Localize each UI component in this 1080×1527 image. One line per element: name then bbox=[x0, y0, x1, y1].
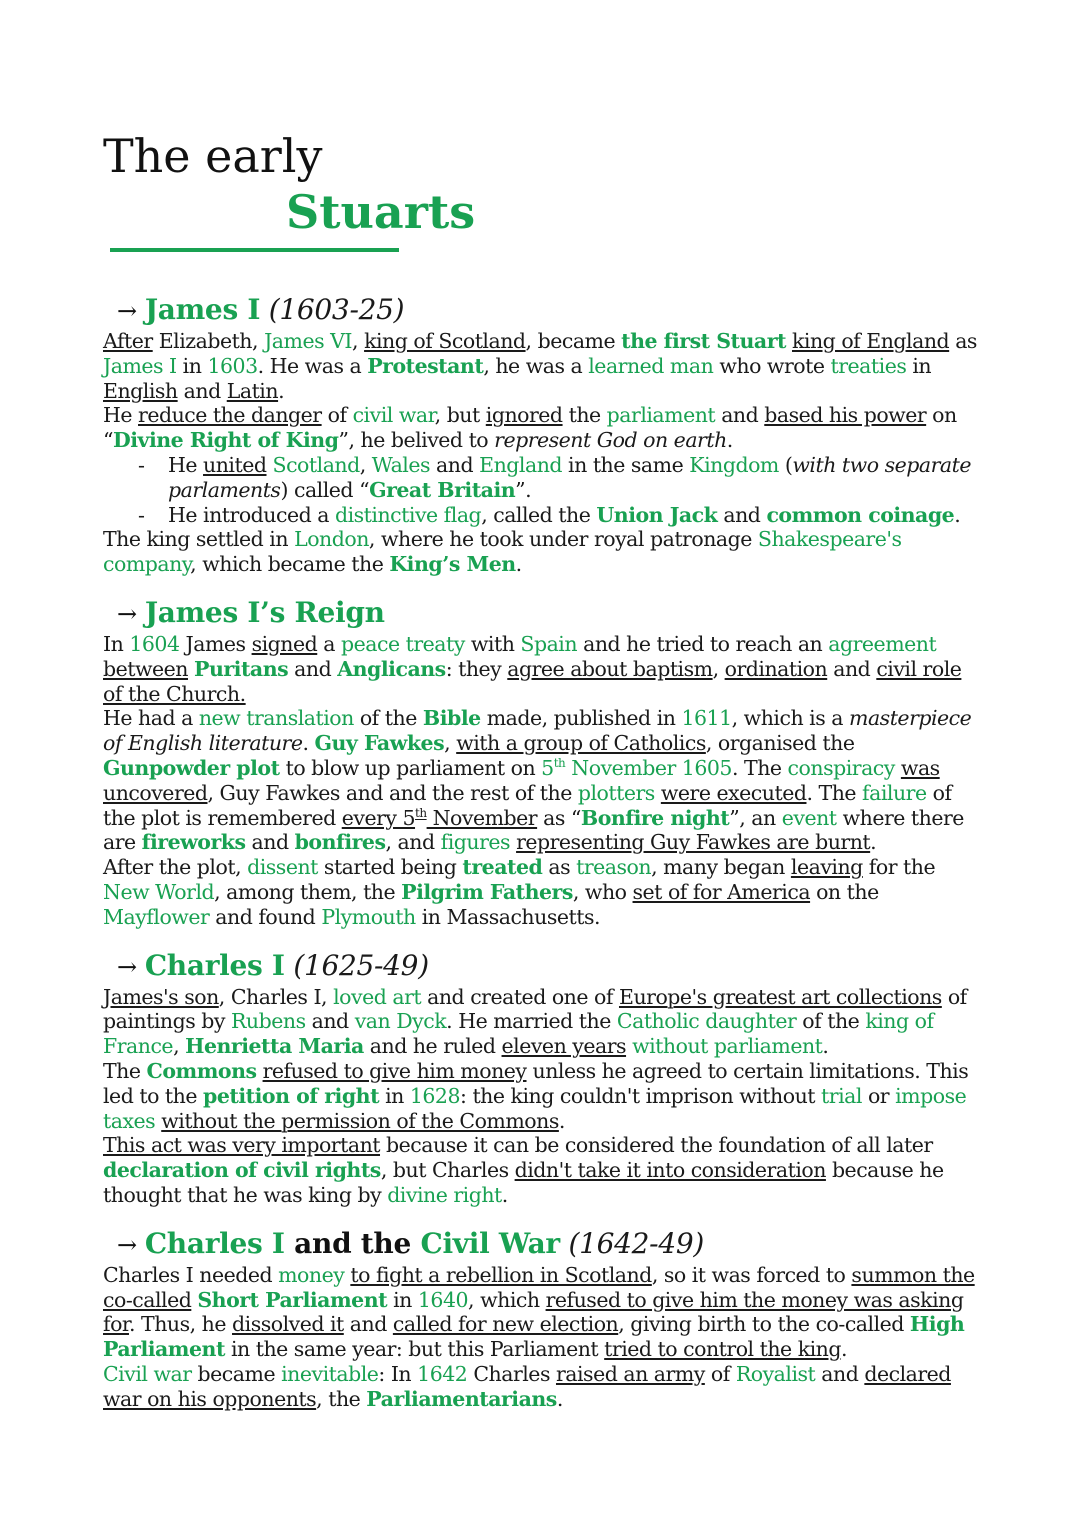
text-run: leaving bbox=[790, 855, 863, 880]
text-run: and he tried to reach an bbox=[577, 631, 829, 656]
bullet-item bbox=[103, 503, 983, 528]
text-run: , who bbox=[572, 879, 633, 904]
text-run: , and bbox=[385, 830, 441, 855]
text-run: with bbox=[464, 631, 521, 656]
text-run: He introduced a bbox=[168, 502, 335, 527]
text-run: set of for America bbox=[632, 879, 811, 904]
text-run: . bbox=[870, 830, 877, 855]
text-run: unless he agreed to certain limitations. This led to the bbox=[103, 1058, 969, 1108]
text-run: , many began bbox=[651, 855, 791, 880]
text-run: New World bbox=[103, 879, 215, 904]
paragraph bbox=[103, 1059, 983, 1133]
text-run: of bbox=[704, 1361, 736, 1386]
text-run: , where he took under royal patronage bbox=[368, 527, 758, 552]
text-run: tried to control the king bbox=[604, 1337, 842, 1362]
arrow-right-icon: → bbox=[117, 297, 137, 325]
text-run: , he was a bbox=[483, 353, 589, 378]
section-heading bbox=[103, 595, 983, 632]
text-run: raised an army bbox=[555, 1361, 705, 1386]
text-run: . Thus, he bbox=[128, 1312, 233, 1337]
text-run: Henrietta Maria bbox=[185, 1034, 364, 1059]
text-run: 1611 bbox=[681, 706, 732, 731]
text-run: without the permission of the Commons bbox=[161, 1108, 559, 1133]
text-run: and he ruled bbox=[363, 1034, 502, 1059]
text-run: on the bbox=[810, 879, 879, 904]
text-run: Bible bbox=[422, 706, 481, 731]
text-run: Divine Right of King bbox=[112, 428, 339, 453]
text-run: started being bbox=[317, 855, 463, 880]
text-run: reduce the danger bbox=[138, 403, 322, 428]
text-run: ) called “ bbox=[280, 477, 370, 502]
bullet-dash: - bbox=[138, 452, 145, 477]
text-run: King’s Men bbox=[389, 552, 516, 577]
text-run: Charles bbox=[467, 1361, 556, 1386]
text-run: After bbox=[103, 329, 153, 353]
section-james-i-reign bbox=[103, 595, 983, 930]
text-run: learned man bbox=[588, 353, 714, 378]
text-run: James's son bbox=[103, 984, 219, 1009]
arrow-right-icon: → bbox=[117, 952, 137, 981]
section-james-i bbox=[103, 292, 983, 577]
text-run: plotters bbox=[577, 780, 655, 805]
text-run: James VI bbox=[264, 329, 353, 353]
text-run: , so it was forced to bbox=[651, 1262, 852, 1287]
text-run: Wales bbox=[371, 452, 431, 477]
text-run: and bbox=[717, 502, 767, 527]
heading-dates: (1625-49) bbox=[284, 948, 429, 982]
text-run: . He was a bbox=[257, 353, 368, 378]
text-run: Charles I needed bbox=[103, 1262, 279, 1287]
text-run: summon the co-called bbox=[103, 1262, 975, 1312]
text-run: signed bbox=[251, 631, 318, 656]
text-run: and bbox=[245, 830, 295, 855]
text-run: the first Stuart bbox=[621, 329, 786, 353]
text-run: parliament bbox=[606, 403, 716, 428]
text-run: 5 bbox=[541, 755, 554, 780]
text-run: as bbox=[949, 329, 977, 353]
title-line-1: The early bbox=[103, 129, 323, 183]
paragraph bbox=[103, 706, 983, 855]
text-run: He bbox=[168, 452, 204, 477]
text-run: distinctive flag bbox=[334, 502, 482, 527]
text-run: Great Britain bbox=[369, 477, 516, 502]
text-run: The king settled in bbox=[103, 527, 295, 552]
text-run: civil war bbox=[352, 403, 435, 428]
text-run: ”. bbox=[515, 477, 532, 502]
text-run: Europe's greatest art collections bbox=[618, 984, 942, 1009]
text-run: treason bbox=[576, 855, 652, 880]
text-run: , became bbox=[525, 329, 622, 353]
arrow-right-icon: → bbox=[117, 1230, 137, 1259]
title-line-2: Stuarts bbox=[286, 185, 476, 239]
text-run: between bbox=[103, 656, 189, 681]
text-run: . He married the bbox=[446, 1009, 617, 1034]
text-run: James bbox=[179, 631, 252, 656]
text-run: and bbox=[288, 656, 338, 681]
text-run: Gunpowder plot bbox=[103, 755, 280, 780]
text-run: failure bbox=[862, 780, 927, 805]
text-run: , called the bbox=[481, 502, 597, 527]
text-run: High Parliament bbox=[103, 1312, 965, 1362]
text-run: treaties bbox=[830, 353, 907, 378]
text-run: a bbox=[317, 631, 342, 656]
text-run: th bbox=[415, 805, 427, 820]
text-run: in bbox=[176, 353, 208, 378]
section-heading bbox=[103, 1226, 983, 1263]
text-run: divine right bbox=[387, 1182, 502, 1207]
text-run: represent God on earth bbox=[494, 428, 727, 453]
text-run: in bbox=[387, 1287, 418, 1312]
paragraph bbox=[103, 527, 983, 577]
text-run: , but Charles bbox=[380, 1158, 515, 1183]
heading-dates: (1603-25) bbox=[260, 293, 405, 326]
text-run: Guy Fawkes bbox=[314, 731, 445, 756]
text-run: of paintings by bbox=[103, 984, 967, 1034]
text-run: , which is a bbox=[731, 706, 850, 731]
text-run: and found bbox=[209, 904, 322, 929]
paragraph bbox=[103, 1362, 983, 1412]
text-run: , which bbox=[468, 1287, 546, 1312]
text-run: 1642 bbox=[417, 1361, 468, 1386]
text-run: , but bbox=[434, 403, 486, 428]
text-run: as “ bbox=[537, 805, 581, 830]
text-run: agreement bbox=[828, 631, 937, 656]
text-run: and bbox=[430, 452, 480, 477]
text-run: English bbox=[103, 378, 178, 403]
text-run: Parliamentarians bbox=[366, 1386, 557, 1411]
text-run: , bbox=[352, 329, 365, 353]
heading-name: Charles I bbox=[144, 948, 285, 982]
text-run: in bbox=[906, 353, 932, 378]
text-run: , Guy Fawkes and and the rest of the bbox=[207, 780, 578, 805]
text-run: bonfires bbox=[294, 830, 386, 855]
text-run: as bbox=[542, 855, 577, 880]
text-run: Puritans bbox=[194, 656, 289, 681]
text-run: Shakespeare's company bbox=[103, 527, 902, 577]
text-run: in Massachusetts. bbox=[415, 904, 601, 929]
heading-name: James I’s Reign bbox=[144, 595, 385, 629]
text-run: figures bbox=[440, 830, 511, 855]
text-run: The bbox=[103, 1058, 147, 1083]
text-run: : they bbox=[445, 656, 508, 681]
text-run: king of France bbox=[103, 1009, 934, 1059]
text-run: masterpiece of English literature bbox=[103, 706, 972, 756]
text-run: Scotland bbox=[272, 452, 360, 477]
text-run: , which became the bbox=[190, 552, 390, 577]
text-run: . bbox=[841, 1337, 848, 1362]
text-run: with a group of Catholics bbox=[456, 731, 706, 756]
text-run: dissent bbox=[247, 855, 318, 880]
section-heading bbox=[103, 292, 983, 329]
text-run: because he thought that he was king by bbox=[103, 1158, 944, 1207]
text-run: because it can be considered the foundation of all later bbox=[380, 1133, 933, 1158]
text-run: became bbox=[191, 1361, 282, 1386]
text-run: Commons bbox=[146, 1058, 257, 1083]
text-run: Civil war bbox=[103, 1361, 192, 1386]
text-run: Union Jack bbox=[596, 502, 718, 527]
bullet-item bbox=[103, 453, 983, 503]
text-run: impose taxes bbox=[103, 1083, 967, 1133]
text-run: , the bbox=[316, 1386, 367, 1411]
text-run: This act was very important bbox=[103, 1133, 381, 1158]
text-run: civil role of the Church. bbox=[103, 656, 962, 706]
text-run: based his power bbox=[764, 403, 927, 428]
text-run: . bbox=[556, 1386, 563, 1411]
section-charles-i-civil-war bbox=[103, 1226, 983, 1412]
text-run: th bbox=[553, 756, 566, 771]
text-run: Mayflower bbox=[103, 904, 210, 929]
text-run: representing Guy Fawkes are burnt bbox=[516, 830, 871, 855]
text-run: who wrote bbox=[713, 353, 831, 378]
text-run: and bbox=[815, 1361, 865, 1386]
text-run: peace treaty bbox=[341, 631, 465, 656]
text-run: were executed bbox=[660, 780, 807, 805]
text-run: James I bbox=[103, 353, 177, 378]
title-underline-rule bbox=[110, 248, 399, 252]
text-run: 1603 bbox=[207, 353, 258, 378]
section-heading bbox=[103, 948, 983, 985]
text-run: , giving birth to the co-called bbox=[618, 1312, 910, 1337]
text-run: Short Parliament bbox=[197, 1287, 388, 1312]
text-run: 1628 bbox=[409, 1083, 461, 1108]
text-run: , bbox=[712, 656, 725, 681]
text-run: on “ bbox=[103, 403, 957, 453]
text-run: and bbox=[177, 378, 227, 403]
text-run: of the bbox=[353, 706, 423, 731]
text-run: Pilgrim Fathers bbox=[401, 879, 573, 904]
text-run: . bbox=[501, 1182, 508, 1207]
text-run: . bbox=[726, 428, 733, 453]
paragraph bbox=[103, 329, 983, 403]
text-run: Spain bbox=[520, 631, 578, 656]
text-run: ”, he belived to bbox=[338, 428, 495, 453]
paragraph bbox=[103, 403, 983, 453]
text-run: new translation bbox=[198, 706, 354, 731]
text-run: November bbox=[426, 805, 538, 830]
text-run: Kingdom bbox=[689, 452, 779, 477]
text-run: In bbox=[103, 631, 130, 656]
text-run: to fight a rebellion in Scotland bbox=[350, 1262, 652, 1287]
text-run: and bbox=[827, 656, 877, 681]
text-run: king of England bbox=[792, 329, 950, 353]
text-run: Elizabeth, bbox=[152, 329, 265, 353]
text-run: in the same bbox=[562, 452, 690, 477]
paragraph bbox=[103, 1133, 983, 1207]
text-run: ignored bbox=[485, 403, 563, 428]
text-run: , bbox=[359, 452, 372, 477]
text-run: . bbox=[302, 731, 315, 756]
text-run: of the bbox=[796, 1009, 866, 1034]
text-run: . bbox=[515, 552, 522, 577]
text-run: Bonfire night bbox=[580, 805, 730, 830]
paragraph bbox=[103, 1263, 983, 1362]
text-run: without parliament bbox=[632, 1034, 823, 1059]
text-run: agree about baptism bbox=[507, 656, 713, 681]
text-run: eleven years bbox=[501, 1034, 627, 1059]
text-run: Rubens bbox=[230, 1009, 306, 1034]
text-run: united bbox=[203, 452, 267, 477]
text-run: Catholic daughter bbox=[616, 1009, 797, 1034]
text-run: in bbox=[379, 1083, 410, 1108]
text-run: After the plot, bbox=[103, 855, 248, 880]
text-run: He bbox=[103, 403, 139, 428]
text-run: money bbox=[278, 1262, 345, 1287]
text-run: and created one of bbox=[421, 984, 619, 1009]
text-run: ( bbox=[778, 452, 793, 477]
text-run: , Charles I, bbox=[218, 984, 334, 1009]
text-run: of the plot is remembered bbox=[103, 780, 952, 830]
text-run: and bbox=[305, 1009, 355, 1034]
text-run: didn't take it into consideration bbox=[514, 1158, 826, 1183]
text-run: fireworks bbox=[141, 830, 246, 855]
text-run: conspiracy bbox=[787, 755, 895, 780]
text-run: declaration of civil rights bbox=[103, 1158, 381, 1183]
text-run: of bbox=[321, 403, 353, 428]
heading-name: James I bbox=[144, 293, 261, 326]
text-run: . The bbox=[806, 780, 863, 805]
text-run: trial bbox=[821, 1083, 862, 1108]
text-run: : In bbox=[378, 1361, 418, 1386]
section-charles-i bbox=[103, 948, 983, 1208]
text-run: 1604 bbox=[129, 631, 180, 656]
text-run: treated bbox=[462, 855, 543, 880]
text-run: , organised the bbox=[705, 731, 855, 756]
text-run: , bbox=[173, 1034, 186, 1059]
text-run: king of Scotland bbox=[364, 329, 526, 353]
paragraph bbox=[103, 632, 983, 706]
text-run: Plymouth bbox=[321, 904, 416, 929]
text-run: dissolved it bbox=[232, 1312, 344, 1337]
text-run: to blow up parliament on bbox=[279, 755, 542, 780]
text-run: loved art bbox=[333, 984, 422, 1009]
text-run: made, published in bbox=[480, 706, 682, 731]
text-run: or bbox=[861, 1083, 896, 1108]
text-run: : the king couldn't imprison without bbox=[460, 1083, 822, 1108]
bullet-dash: - bbox=[138, 502, 145, 527]
heading-dates: (1642-49) bbox=[559, 1226, 704, 1260]
text-run: was uncovered bbox=[103, 755, 940, 805]
text-run: refused to give him money bbox=[262, 1058, 527, 1083]
text-run: with two separate parlaments bbox=[168, 452, 971, 502]
text-run: . bbox=[954, 502, 961, 527]
text-run: . bbox=[278, 378, 285, 403]
text-run: where there are bbox=[103, 805, 964, 855]
text-run: for the bbox=[862, 855, 936, 880]
text-run: and bbox=[715, 403, 765, 428]
text-run: ”, an bbox=[729, 805, 782, 830]
text-run: . bbox=[822, 1034, 829, 1059]
paragraph bbox=[103, 855, 983, 929]
text-run: common coinage bbox=[766, 502, 955, 527]
text-run: the bbox=[562, 403, 607, 428]
paragraph bbox=[103, 985, 983, 1059]
text-run: . bbox=[558, 1108, 565, 1133]
text-run: petition of right bbox=[203, 1083, 380, 1108]
text-run: van Dyck bbox=[354, 1009, 447, 1034]
arrow-right-icon: → bbox=[117, 599, 137, 628]
text-run: November 1605 bbox=[565, 755, 732, 780]
heading-name: Charles I bbox=[144, 1226, 285, 1260]
text-run: Latin bbox=[226, 378, 279, 403]
text-run: 1640 bbox=[417, 1287, 469, 1312]
text-run: declared war on his opponents bbox=[103, 1361, 951, 1411]
text-run: , bbox=[444, 731, 457, 756]
text-run: London bbox=[294, 527, 369, 552]
text-run: Protestant bbox=[367, 353, 484, 378]
text-run: , among them, the bbox=[214, 879, 402, 904]
heading-name-2: Civil War bbox=[420, 1226, 560, 1260]
text-run: inevitable bbox=[281, 1361, 379, 1386]
heading-connector: and the bbox=[284, 1226, 421, 1260]
text-run: called for new election bbox=[392, 1312, 619, 1337]
text-run: England bbox=[479, 452, 563, 477]
text-run: every 5 bbox=[341, 805, 416, 830]
text-run: He had a bbox=[103, 706, 199, 731]
text-run: event bbox=[781, 805, 837, 830]
text-run: ordination bbox=[724, 656, 828, 681]
text-run: and bbox=[343, 1312, 393, 1337]
text-run: . The bbox=[731, 755, 788, 780]
text-run: in the same year: but this Parliament bbox=[224, 1337, 605, 1362]
text-run: refused to give him the money was asking for bbox=[103, 1287, 964, 1337]
text-run: Anglicans bbox=[337, 656, 446, 681]
document-body bbox=[103, 292, 983, 1411]
text-run: Royalist bbox=[735, 1361, 816, 1386]
